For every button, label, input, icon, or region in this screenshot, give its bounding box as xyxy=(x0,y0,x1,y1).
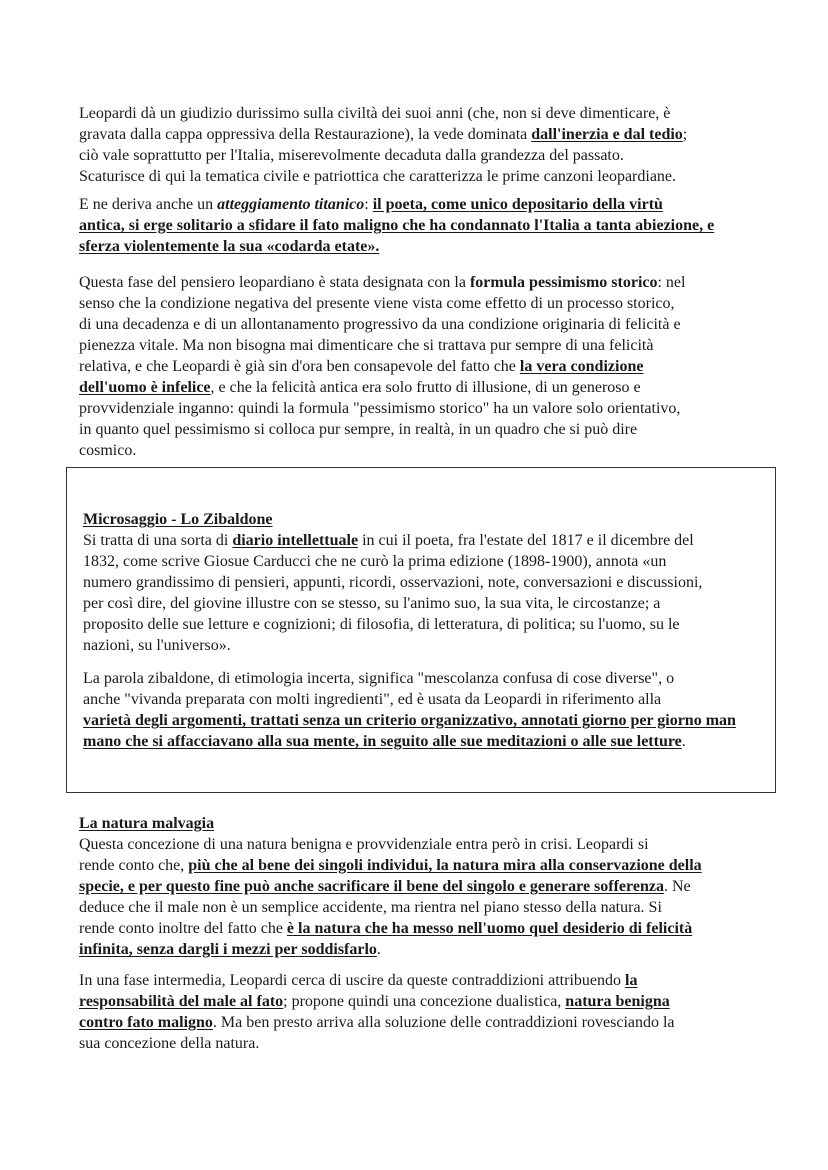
zibaldone-heading-and-text xyxy=(83,509,783,656)
text-line xyxy=(83,710,783,731)
text-line xyxy=(79,440,779,461)
zibaldone-paragraph-2 xyxy=(83,668,783,752)
text-line xyxy=(79,876,779,897)
text-line xyxy=(79,272,779,293)
text-segment: 1832, come scrive Giosue Carducci che ne curò la prima edizione (1898-1900), annota «un xyxy=(83,553,667,570)
text-line xyxy=(83,572,783,593)
text-line xyxy=(79,939,779,960)
text-segment: Si tratta di una sorta di xyxy=(83,532,233,549)
text-segment: : xyxy=(364,196,373,213)
text-segment: . Ma ben presto arriva alla soluzione delle contraddizioni rovesciando la xyxy=(212,1014,675,1031)
text-segment: rende conto che, xyxy=(79,857,189,874)
text-line xyxy=(79,166,779,187)
text-line xyxy=(79,356,779,377)
text-line xyxy=(79,335,779,356)
paragraph-pessimismo xyxy=(79,272,779,461)
text-segment: di una decadenza e di un allontanamento progressivo da una condizione originaria di felicità e xyxy=(79,316,681,333)
emphasized-text: dall'inerzia e dal tedio xyxy=(531,126,683,143)
text-segment: La parola zibaldone, di etimologia incerta, significa "mescolanza confusa di cose diverse", o xyxy=(83,670,675,687)
paragraph-titanico xyxy=(79,194,779,257)
emphasized-text: natura benigna xyxy=(565,993,670,1010)
text-segment: E ne deriva anche un xyxy=(79,196,218,213)
emphasized-text: Microsaggio - Lo Zibaldone xyxy=(83,511,273,528)
text-segment: sua concezione della natura. xyxy=(79,1035,260,1052)
emphasized-text: la xyxy=(625,972,638,989)
text-line xyxy=(79,855,779,876)
text-segment: ; xyxy=(682,126,688,143)
text-segment: ; propone quindi una concezione dualistica, xyxy=(283,993,566,1010)
text-segment: deduce che il male non è un semplice accidente, ma rientra nel piano stesso della natura. Si xyxy=(79,899,662,916)
text-segment: in cui il poeta, fra l'estate del 1817 e il dicembre del xyxy=(358,532,694,549)
text-segment: anche "vivanda preparata con molti ingredienti", ed è usata da Leopardi in riferimento alla xyxy=(83,691,662,708)
text-line xyxy=(83,614,783,635)
text-line xyxy=(79,970,779,991)
text-line xyxy=(83,635,783,656)
text-line xyxy=(83,593,783,614)
emphasized-text: il poeta, come unico depositario della virtù xyxy=(372,196,663,213)
paragraph-fase-intermedia xyxy=(79,970,779,1054)
emphasized-text: più che al bene dei singoli individui, la natura mira alla conservazione della xyxy=(188,857,702,874)
text-segment: . xyxy=(681,733,686,750)
text-segment: Scaturisce di qui la tematica civile e patriottica che caratterizza le prime canzoni leopardiane. xyxy=(79,168,677,185)
text-line xyxy=(79,145,779,166)
text-line xyxy=(83,551,783,572)
text-line xyxy=(79,1033,779,1054)
text-line xyxy=(79,215,779,236)
text-line xyxy=(79,834,779,855)
emphasized-text: specie, e per questo fine può anche sacrificare il bene del singolo e generare sofferenza xyxy=(79,878,664,895)
emphasized-text: diario intellettuale xyxy=(232,532,359,549)
text-line xyxy=(79,419,779,440)
emphasized-text: antica, si erge solitario a sfidare il fato maligno che ha condannato l'Italia a tanta abiezione, e xyxy=(79,217,715,234)
emphasized-text: infinita, senza dargli i mezzi per soddisfarlo xyxy=(79,941,377,958)
text-line xyxy=(83,689,783,710)
text-segment: pienezza vitale. Ma non bisogna mai dimenticare che si trattava pur sempre di una felicità xyxy=(79,337,654,354)
text-segment: per così dire, del giovine illustre con se stesso, su l'animo suo, la sua vita, le circostanze; a xyxy=(83,595,661,612)
emphasized-text: contro fato maligno xyxy=(79,1014,213,1031)
text-line xyxy=(79,124,779,145)
text-segment: Leopardi dà un giudizio durissimo sulla civiltà dei suoi anni (che, non si deve dimenticare, è xyxy=(79,105,671,122)
emphasized-text: la vera condizione xyxy=(519,358,644,375)
text-segment: rende conto inoltre del fatto che xyxy=(79,920,287,937)
text-line xyxy=(79,194,779,215)
emphasized-text: La natura malvagia xyxy=(79,815,215,832)
text-line xyxy=(79,918,779,939)
text-segment: gravata dalla cappa oppressiva della Restaurazione), la vede dominata xyxy=(79,126,532,143)
text-segment: relativa, e che Leopardi è già sin d'ora ben consapevole del fatto che xyxy=(79,358,520,375)
text-segment: numero grandissimo di pensieri, appunti, ricordi, osservazioni, note, conversazioni e discussioni, xyxy=(83,574,703,591)
text-line xyxy=(79,293,779,314)
text-line xyxy=(79,236,779,257)
text-segment: formula pessimismo storico xyxy=(469,274,658,291)
emphasized-text: sferza violentemente la sua «codarda etate». xyxy=(79,238,380,255)
text-line xyxy=(79,314,779,335)
emphasized-text: varietà degli argomenti, trattati senza un criterio organizzativo, annotati giorno per giorno man xyxy=(83,712,736,729)
text-line xyxy=(79,103,779,124)
text-line xyxy=(83,509,783,530)
natura-malvagia-section xyxy=(79,813,779,960)
text-line xyxy=(79,991,779,1012)
text-segment: senso che la condizione negativa del presente viene vista come effetto di un processo storico, xyxy=(79,295,675,312)
text-line xyxy=(79,377,779,398)
text-segment: cosmico. xyxy=(79,442,137,459)
text-segment: , e che la felicità antica era solo frutto di illusione, di un generoso e xyxy=(210,379,641,396)
text-segment: Questa concezione di una natura benigna e provvidenziale entra però in crisi. Leopardi si xyxy=(79,836,649,853)
text-line xyxy=(83,530,783,551)
text-segment: nazioni, su l'universo». xyxy=(83,637,231,654)
text-segment: . xyxy=(376,941,381,958)
text-segment: atteggiamento titanico xyxy=(217,196,365,213)
emphasized-text: dell'uomo è infelice xyxy=(79,379,211,396)
text-segment: . Ne xyxy=(663,878,691,895)
text-line xyxy=(79,398,779,419)
text-segment: in quanto quel pessimismo si colloca pur sempre, in realtà, in un quadro che si può dire xyxy=(79,421,638,438)
emphasized-text: è la natura che ha messo nell'uomo quel desiderio di felicità xyxy=(286,920,693,937)
text-line xyxy=(83,731,783,752)
text-line xyxy=(79,813,779,834)
text-segment: : nel xyxy=(657,274,686,291)
text-line xyxy=(83,668,783,689)
text-segment: In una fase intermedia, Leopardi cerca di uscire da queste contraddizioni attribuendo xyxy=(79,972,625,989)
text-segment: provvidenziale inganno: quindi la formula "pessimismo storico" ha un valore solo orientativo, xyxy=(79,400,681,417)
emphasized-text: responsabilità del male al fato xyxy=(79,993,284,1010)
emphasized-text: mano che si affacciavano alla sua mente, in seguito alle sue meditazioni o alle sue letture xyxy=(83,733,682,750)
text-segment: ciò vale soprattutto per l'Italia, miserevolmente decaduta dalla grandezza del passato. xyxy=(79,147,624,164)
paragraph-civilta xyxy=(79,103,779,187)
text-segment: Questa fase del pensiero leopardiano è stata designata con la xyxy=(79,274,470,291)
text-line xyxy=(79,1012,779,1033)
text-line xyxy=(79,897,779,918)
text-segment: proposito delle sue letture e cognizioni; di filosofia, di letteratura, di politica; su l'uomo, su le xyxy=(83,616,680,633)
